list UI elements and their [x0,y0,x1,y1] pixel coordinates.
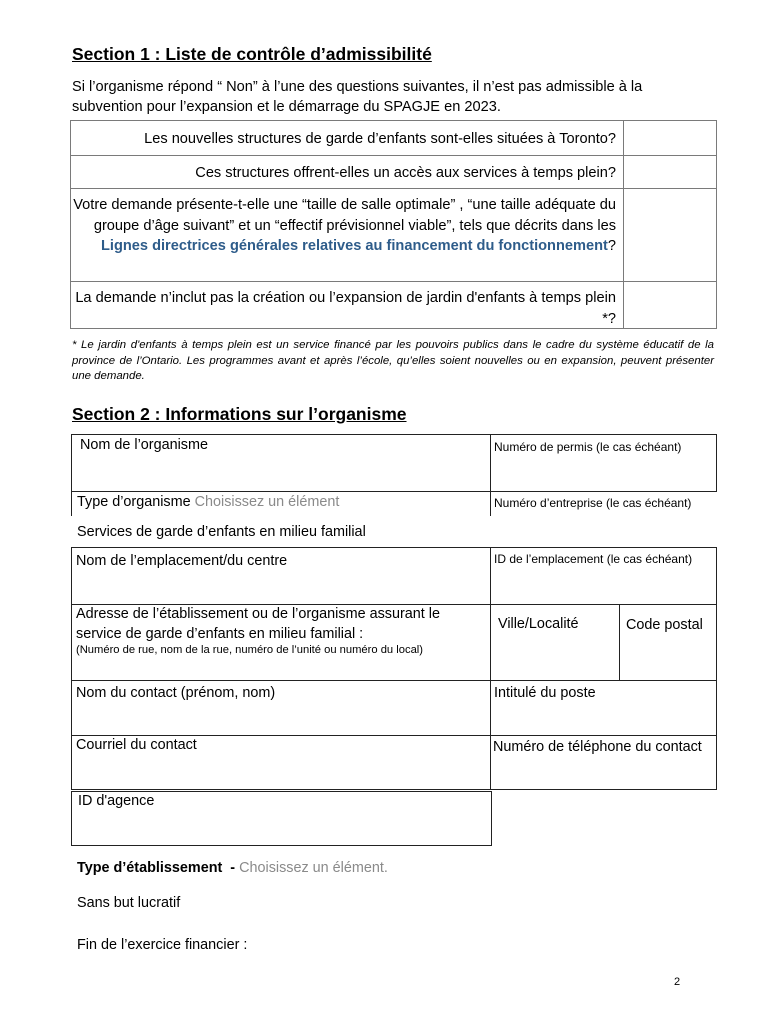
org-name-label: Nom de l’organisme [80,437,208,453]
answer-cell-toronto[interactable] [624,121,716,155]
contact-phone-label: Numéro de téléphone du contact [493,739,702,755]
page-number: 2 [674,976,681,988]
city-label: Ville/Localité [498,616,579,632]
postal-code-field[interactable] [620,640,715,679]
city-field[interactable] [491,640,618,679]
answer-cell-kindergarten[interactable] [624,282,716,328]
postal-code-label: Code postal [626,617,703,633]
section1-intro: Si l’organisme répond “ Non” à l’une des questions suivantes, il n’est pas admissible à la subvention pour l’expansion et le démarrage du SPAGJE en 2023. [72,79,643,115]
contact-email-field[interactable] [72,757,489,788]
location-id-field[interactable] [491,570,715,603]
section2-title: Section 2 : Informations sur l’organisme [72,404,407,424]
business-number-label: Numéro d’entreprise (le cas échéant) [494,496,692,510]
eligibility-question-room-size: Votre demande présente-t-elle une “taille de salle optimale” , “une taille adéquate du groupe d’âge suivant” et un “effectif prévisionnel viable”, tels que décrits dans les Lignes directrices générales relatives au financement du fonctionnement? [73,197,616,254]
facility-type-dropdown[interactable]: Choisissez un élément. [239,860,388,876]
org-name-field[interactable] [72,455,489,490]
agency-id-field[interactable] [72,813,490,844]
agency-id-label: ID d'agence [78,793,155,809]
job-title-field[interactable] [491,704,715,734]
location-name-field[interactable] [72,574,489,603]
org-type-value: Services de garde d’enfants en milieu familial [77,524,366,540]
fiscal-year-end-label: Fin de l’exercice financier : [77,937,248,953]
funding-guidelines-link[interactable]: Lignes directrices générales relatives au financement du fonctionnement [100,238,608,254]
contact-name-field[interactable] [72,704,489,734]
section1-title: Section 1 : Liste de contrôle d’admissibilité [72,44,432,64]
address-label: Adresse de l’établissement ou de l’organisme assurant le service de garde d’enfants en milieu familial : [76,606,440,642]
org-type-dropdown[interactable]: Choisissez un élément [194,494,340,510]
facility-type-row: Type d’établissement - Choisissez un élément. [77,860,388,876]
answer-cell-full-time[interactable] [624,156,716,188]
permit-number-field[interactable] [491,458,715,490]
eligibility-question-toronto: Les nouvelles structures de garde d’enfants sont-elles situées à Toronto? [144,131,616,147]
contact-phone-field[interactable] [491,760,715,788]
job-title-label: Intitulé du poste [494,685,596,701]
facility-type-label: Type d’établissement [77,860,223,876]
answer-cell-room-size[interactable] [624,189,716,281]
eligibility-question-kindergarten: La demande n’inclut pas la création ou l’expansion de jardin d'enfants à temps plein *? [75,290,616,327]
contact-email-label: Courriel du contact [76,737,197,753]
facility-type-value: Sans but lucratif [77,895,181,911]
eligibility-question-full-time: Ces structures offrent-elles un accès aux services à temps plein? [195,165,616,181]
location-name-label: Nom de l’emplacement/du centre [76,553,288,569]
contact-name-label: Nom du contact (prénom, nom) [76,685,276,701]
kindergarten-footnote: * Le jardin d'enfants à temps plein est un service financé par les pouvoirs publics dans le cadre du système éducatif de la province de l’Ontario. Les programmes avant et après l’école, qu’elles soient nouvelles ou en expansion, peuvent présenter une demande. [72,339,714,382]
location-id-label: ID de l’emplacement (le cas échéant) [494,552,693,566]
org-type-label: Type d’organisme Choisissez un élément [77,494,340,510]
address-hint: (Numéro de rue, nom de la rue, numéro de l’unité ou numéro du local) [76,644,423,656]
permit-number-label: Numéro de permis (le cas échéant) [494,440,682,454]
